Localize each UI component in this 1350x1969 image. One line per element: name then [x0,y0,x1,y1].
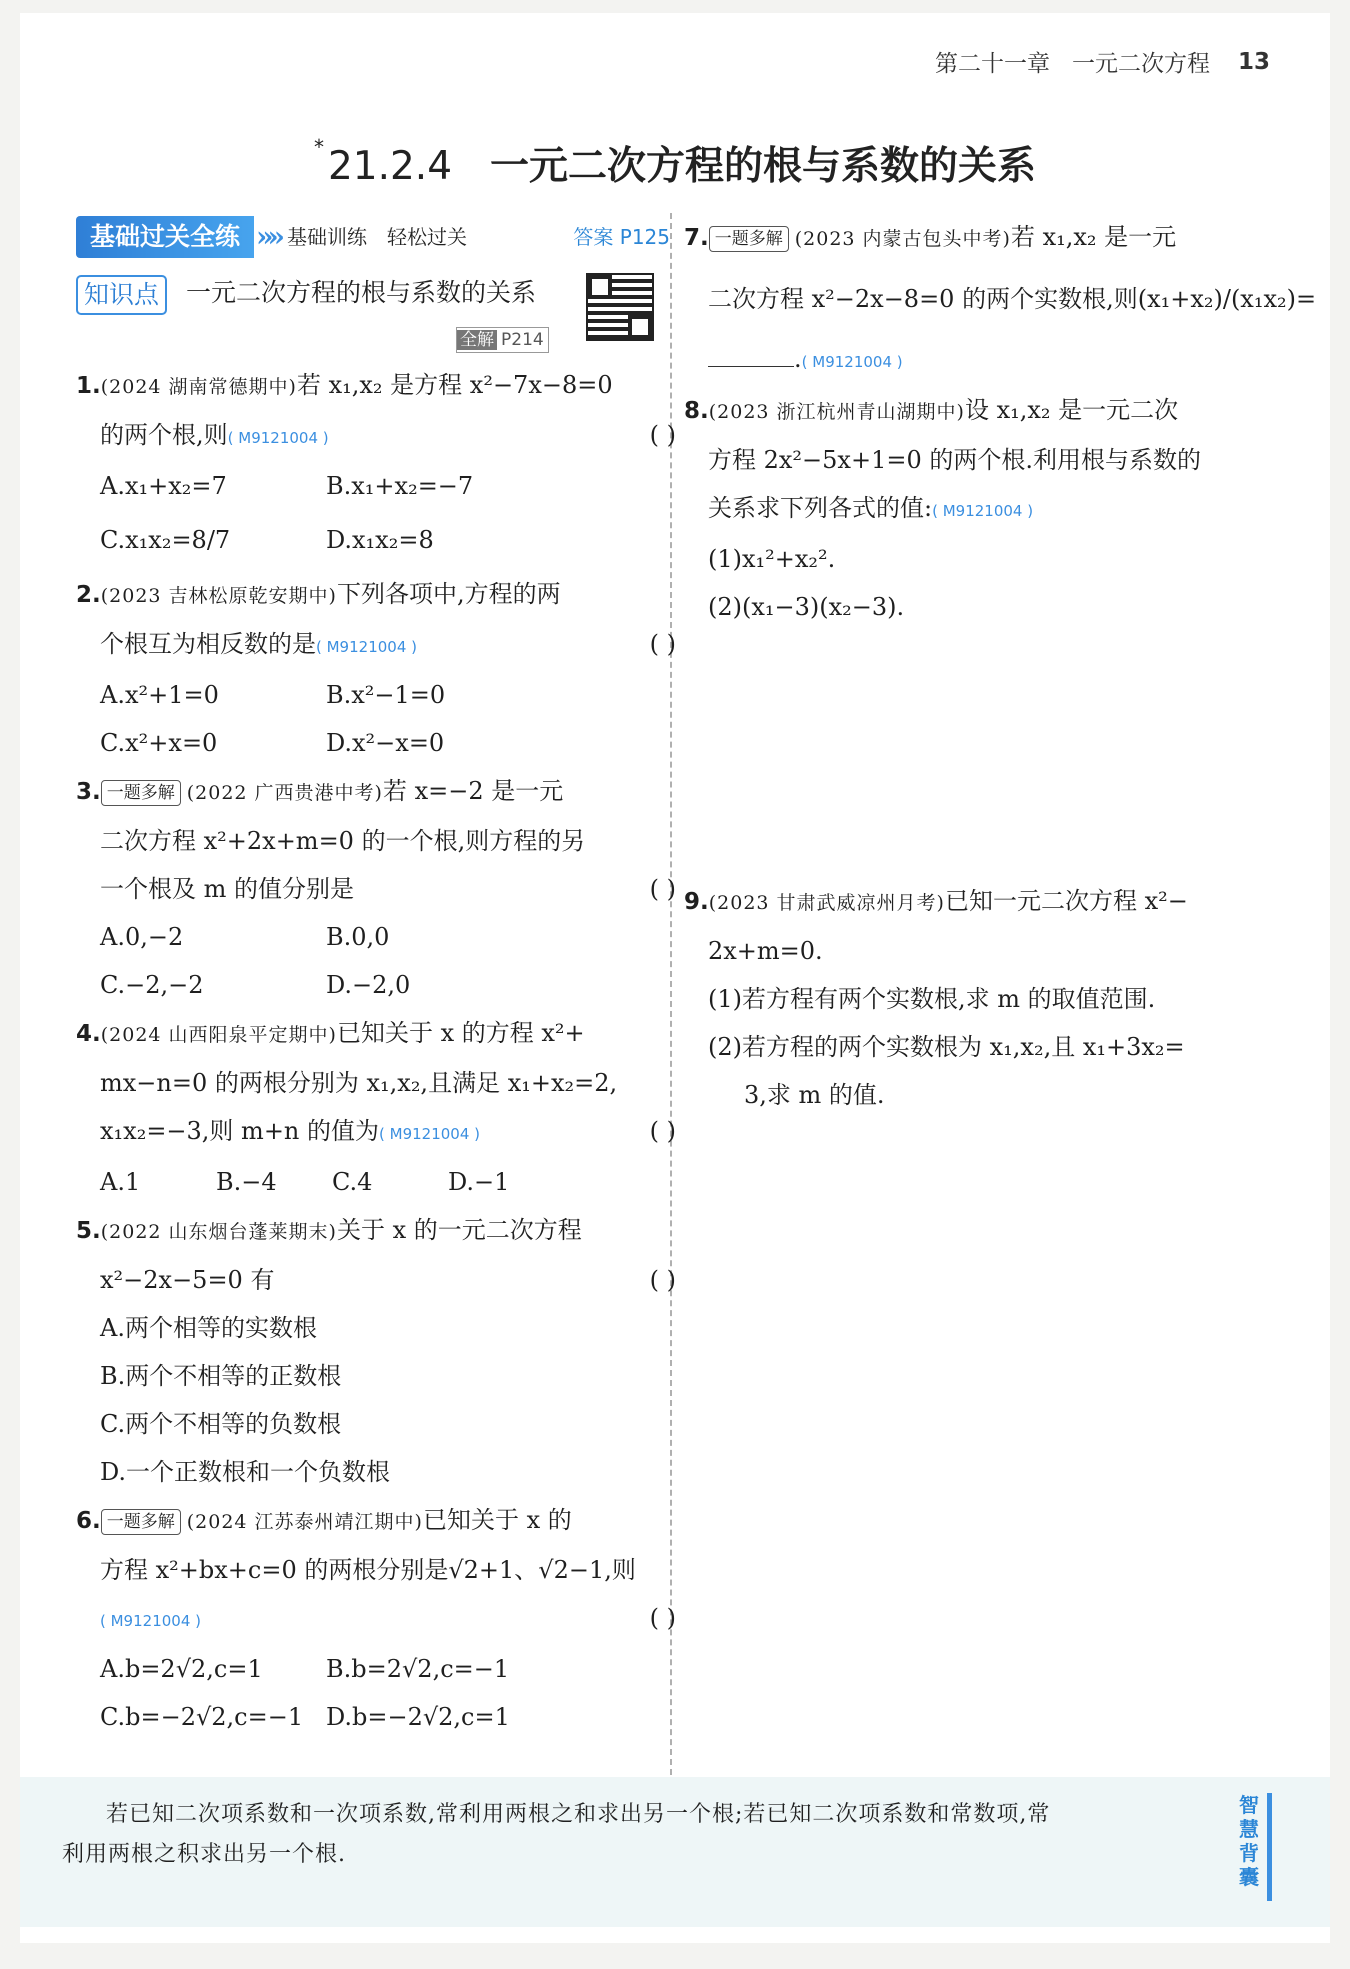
question-text: x²−2x−5=0 有 [100,1266,275,1294]
page-number: 13 [1237,48,1270,75]
question-source: (2023 内蒙古包头中考) [794,228,1011,250]
options [76,1645,676,1693]
option-a: A.1 [100,1168,141,1196]
question-text: 设 x₁,x₂ 是一元二次 [964,396,1179,424]
question-text: 的两个根,则 [100,421,228,449]
question-4 [76,1009,676,1206]
section-subtitle-1: 基础训练 [287,225,368,249]
title-star: * [313,135,324,159]
qr-code-icon[interactable] [586,273,654,341]
question-text: 若 x₁,x₂ 是一元 [1010,223,1177,251]
options [76,671,676,719]
option-c: C.x₁x₂=8/7 [100,526,231,554]
multi-solution-badge: 一题多解 [709,226,789,252]
question-text: 二次方程 x²−2x−8=0 的两个实数根,则(x₁+x₂)/(x₁x₂)= [708,285,1317,313]
question-source: (2023 吉林松原乾安期中) [100,585,337,607]
question-text: 方程 2x²−5x+1=0 的两个根.利用根与系数的 [708,446,1201,474]
option-d: D.一个正数根和一个负数根 [100,1458,391,1486]
question-source: (2023 浙江杭州青山湖期中) [708,401,965,423]
option-c: C.x²+x=0 [100,729,218,757]
option-d: D.b=−2√2,c=1 [326,1703,510,1731]
question-text: 若 x=−2 是一元 [382,777,564,805]
sub-question-2: (2)(x₁−3)(x₂−3). [708,593,905,621]
question-text: 关于 x 的一元二次方程 [336,1216,582,1244]
tip-box [20,1777,1330,1927]
option-c: C.4 [332,1168,373,1196]
section-tag: 基础过关全练 [76,216,254,258]
section-label: 一元二次方程 [1071,51,1210,77]
option-c: C.−2,−2 [100,971,204,999]
question-code: ( M9121004 ) [227,429,329,447]
answer-paren: ( ) [649,1266,676,1294]
options [76,1158,676,1206]
section-banner [76,213,676,261]
section-subtitle-2: 轻松过关 [387,225,468,249]
option-b: B.b=2√2,c=−1 [326,1655,510,1683]
question-source: (2024 山西阳泉平定期中) [100,1024,337,1046]
question-3 [76,767,676,1009]
question-text: 一个根及 m 的值分别是 [100,875,355,903]
question-text: 2x+m=0. [708,937,823,965]
wisdom-label: 智慧背囊 [1239,1793,1259,1889]
question-number: 8. [684,398,709,424]
multi-solution-badge: 一题多解 [101,1509,181,1535]
full-solution-page: P214 [501,330,544,350]
question-source: (2024 湖南常德期中) [100,376,297,398]
question-number: 1. [76,373,101,399]
answer-paren: ( ) [649,630,676,658]
chevron-right-icon: »» [256,220,280,253]
question-text: x₁x₂=−3,则 m+n 的值为 [100,1117,380,1145]
question-1 [76,361,676,570]
question-code: ( M9121004 ) [932,502,1034,520]
question-text: 下列各项中,方程的两 [336,580,561,608]
answer-reference[interactable]: 答案 P125 [573,225,670,249]
tip-line-2: 利用两根之积求出另一个根. [62,1842,346,1867]
option-a: A.x₁+x₂=7 [100,472,227,500]
page-title [20,135,1330,191]
question-source: (2022 山东烟台蓬莱期末) [100,1221,337,1243]
full-solution-label: 全解 [457,330,497,350]
question-code: ( M9121004 ) [100,1612,201,1630]
option-d: D.x₁x₂=8 [326,526,434,554]
option-c: C.b=−2√2,c=−1 [100,1703,304,1731]
question-code: ( M9121004 ) [379,1125,481,1143]
question-text: mx−n=0 的两根分别为 x₁,x₂,且满足 x₁+x₂=2, [100,1069,618,1097]
question-text: 方程 x²+bx+c=0 的两根分别是√2+1、√2−1,则 [100,1556,636,1584]
question-5 [76,1206,676,1496]
question-text: 个根互为相反数的是 [100,630,316,658]
question-text: 关系求下列各式的值: [708,494,933,522]
option-b: B.x₁+x₂=−7 [326,472,474,500]
question-9 [684,877,1284,1119]
option-b: B.−4 [216,1168,277,1196]
tip-line-1: 若已知二次项系数和一次项系数,常利用两根之和求出另一个根;若已知二次项系数和常数项,常 [106,1802,1051,1827]
left-column [76,213,676,1741]
question-number: 4. [76,1021,101,1047]
title-text: 一元二次方程的根与系数的关系 [490,144,1037,189]
question-code: ( M9121004 ) [801,353,903,371]
sub-question-1: (1)若方程有两个实数根,求 m 的取值范围. [708,985,1156,1013]
options [76,719,676,767]
options [76,961,676,1009]
question-2 [76,570,676,767]
question-code: ( M9121004 ) [316,638,417,656]
question-source: (2022 广西贵港中考) [186,782,383,804]
option-c: C.两个不相等的负数根 [100,1410,342,1438]
options [76,510,676,570]
question-6 [76,1496,676,1741]
tip-text [62,1795,1182,1875]
right-column [684,213,1317,1119]
sub-question-1: (1)x₁²+x₂². [708,545,836,573]
textbook-page [20,13,1330,1943]
question-number: 9. [684,889,709,915]
knowledge-tag: 知识点 [76,275,167,315]
options [76,1693,676,1741]
title-number: 21.2.4 [327,144,453,189]
question-text: 已知关于 x 的 [422,1506,572,1534]
question-source: (2023 甘肃武威凉州月考) [708,892,945,914]
options [76,462,676,510]
answer-paren: ( ) [649,421,676,449]
question-8 [684,386,1284,631]
option-a: A.b=2√2,c=1 [100,1655,263,1683]
question-text: 已知关于 x 的方程 x²+ [336,1019,585,1047]
answer-paren: ( ) [649,875,676,903]
option-b: B.x²−1=0 [326,681,446,709]
option-b: B.两个不相等的正数根 [100,1362,342,1390]
options [76,913,676,961]
knowledge-point-row [76,261,676,361]
option-a: A.0,−2 [100,923,184,951]
question-source: (2024 江苏泰州靖江期中) [186,1511,423,1533]
option-a: A.两个相等的实数根 [100,1314,317,1342]
multi-solution-badge: 一题多解 [101,780,181,806]
question-number: 6. [76,1508,101,1534]
question-number: 5. [76,1218,101,1244]
question-7: 7. 一题多解 (2023 内蒙古包头中考)若 x₁,x₂ 是一元 二次方程 x²−2x−8=0 的两个实数根,则(x₁+x₂)/(x₁x₂)= .( M9121004 ) [684,223,1317,373]
option-a: A.x²+1=0 [100,681,219,709]
question-number: 2. [76,582,101,608]
knowledge-title: 一元二次方程的根与系数的关系 [186,278,537,307]
option-b: B.0,0 [326,923,390,951]
question-text: 若 x₁,x₂ 是方程 x²−7x−8=0 [296,371,613,399]
answer-paren: ( ) [649,1604,676,1632]
full-solution-ref[interactable] [456,327,549,353]
question-number: 7. [684,225,709,251]
answer-blank[interactable] [708,342,794,367]
sub-question-2: (2)若方程的两个实数根为 x₁,x₂,且 x₁+3x₂= [708,1033,1185,1061]
chapter-label: 第二十一章 [934,51,1050,77]
sub-question-2-cont: 3,求 m 的值. [744,1081,885,1109]
question-text: 已知一元二次方程 x²− [944,887,1188,915]
option-d: D.−1 [448,1168,510,1196]
answer-paren: ( ) [649,1117,676,1145]
option-d: D.x²−x=0 [326,729,445,757]
running-header [935,45,1270,78]
option-d: D.−2,0 [326,971,411,999]
side-accent-bar [1267,1793,1272,1901]
question-text: 二次方程 x²+2x+m=0 的一个根,则方程的另 [100,827,586,855]
question-number: 3. [76,779,101,805]
